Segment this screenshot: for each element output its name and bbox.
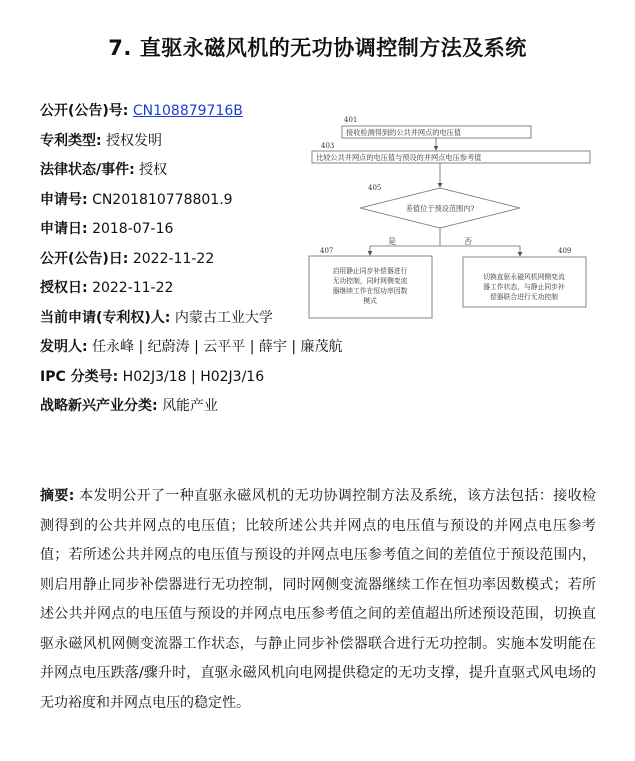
step-407-number: 407 — [320, 247, 334, 255]
meta-key: 战略新兴产业分类: — [40, 398, 158, 414]
meta-key: 法律状态/事件: — [40, 162, 135, 178]
meta-row-inventors — [40, 339, 343, 369]
meta-key: 授权日: — [40, 280, 88, 296]
page-title: 7. 直驱永磁风机的无功协调控制方法及系统 — [108, 36, 527, 60]
step-403-text: 比较公共并网点的电压值与预设的并网点电压参考值 — [316, 153, 482, 162]
meta-row-industry-class — [40, 398, 340, 428]
meta-value: 风能产业 — [162, 398, 219, 414]
meta-value: 内蒙古工业大学 — [174, 309, 273, 326]
meta-key: 公开(公告)日: — [40, 250, 129, 267]
meta-row-legal-status — [40, 162, 340, 192]
abstract-paragraph — [40, 482, 596, 718]
flowchart-figure — [306, 112, 596, 322]
patent-metadata — [40, 103, 343, 428]
meta-key: 申请日: — [40, 221, 88, 237]
step-405-number: 405 — [368, 184, 382, 192]
meta-row-ipc — [40, 369, 340, 399]
meta-key: 申请号: — [40, 191, 88, 208]
step-409-number: 409 — [558, 247, 572, 255]
meta-value: CN201810778801.9 — [92, 191, 233, 208]
step-401-text: 接收检测得到的公共并网点的电压值 — [346, 128, 462, 137]
step-407-line: 器继续工作在恒功率因数 — [332, 287, 408, 295]
meta-row-publication-number — [40, 103, 340, 133]
step-403-number: 403 — [321, 142, 335, 150]
step-405-text: 差值位于预设范围内? — [405, 204, 475, 213]
meta-key: 发明人: — [40, 339, 88, 355]
publication-number-link[interactable]: CN108879716B — [132, 103, 243, 119]
meta-value: 授权发明 — [106, 132, 163, 149]
meta-value: 2022-11-22 — [132, 250, 215, 267]
meta-key: 当前申请(专利权)人: — [40, 309, 171, 326]
meta-key: 专利类型: — [40, 132, 102, 149]
meta-row-grant-date — [40, 280, 340, 310]
no-branch-label: 否 — [464, 237, 472, 246]
meta-value: 2018-07-16 — [92, 221, 174, 237]
step-407-line: 模式 — [363, 297, 377, 305]
meta-row-application-number — [40, 192, 340, 222]
yes-branch-label: 是 — [388, 237, 396, 246]
meta-value: 授权 — [139, 162, 168, 178]
abstract-label: 摘要: — [40, 488, 75, 504]
step-409-line: 器工作状态，与静止同步补 — [483, 283, 565, 291]
step-407-line: 启用静止同步补偿器进行 — [332, 267, 408, 275]
meta-row-patent-type — [40, 133, 340, 163]
step-409-line: 偿器联合进行无功控制 — [490, 293, 558, 301]
step-407-line: 无功控制，同时网侧变流 — [332, 277, 408, 285]
meta-key: 公开(公告)号: — [40, 103, 129, 119]
meta-value: 2022-11-22 — [92, 280, 174, 296]
abstract-text: 本发明公开了一种直驱永磁风机的无功协调控制方法及系统，该方法包括：接收检测得到的公共并网点的电压值；比较所述公共并网点的电压值与预设的并网点电压参考值；若所述公共并网点的电压值与预设的并网点电压参考值之间的差值位于预设范围内，则启用静止同步补偿器进行无功控制，同时网侧变流器继续工作在恒功率因数模式；若所述公共并网点的电压值与预设的并网点电压参考值之间的差值超出所述预设范围，切换直驱永磁风机网侧变流器工作状态，与静止同步补偿器联合进行无功控制。实施本发明能在并网点电压跌落/骤升时，直驱永磁风机向电网提供稳定的无功支撑，提升直驱式风电场的无功裕度和并网点电压的稳定性。 — [40, 488, 597, 711]
meta-value: 任永峰 | 纪蔚涛 | 云平平 | 薛宇 | 廉茂航 — [92, 339, 343, 355]
step-409-line: 切换直驱永磁风机网侧变流 — [483, 273, 565, 281]
meta-value: H02J3/18 | H02J3/16 — [122, 368, 265, 385]
step-401-number: 401 — [344, 116, 358, 124]
meta-row-applicant — [40, 310, 340, 340]
meta-row-application-date — [40, 221, 340, 251]
meta-key: IPC 分类号: — [40, 368, 119, 385]
meta-row-publication-date — [40, 251, 340, 281]
